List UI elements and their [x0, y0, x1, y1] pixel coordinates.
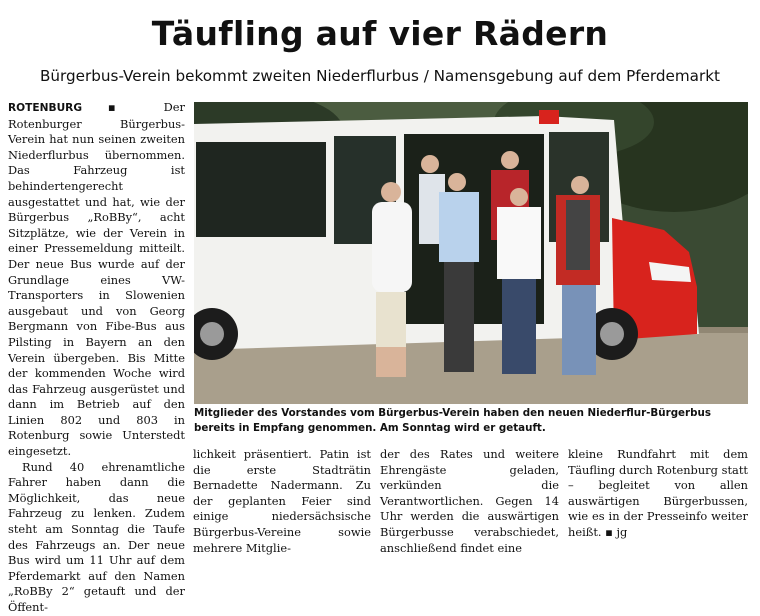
person-1	[372, 182, 412, 377]
article-column-2: lichkeit präsentiert. Patin ist die erste Stadträtin Bernadette Nadermann. Zu der geplanten Feier sind einige niedersächsische Bürgerbus-Vereine sowie mehrere Mitglie-	[193, 447, 371, 555]
person-5	[497, 188, 541, 374]
article-subheadline: Bürgerbus-Verein bekommt zweiten Niederflurbus / Namensgebung auf dem Pferdemarkt	[40, 67, 720, 85]
article-column-4: kleine Rundfahrt mit dem Täufling durch Rotenburg statt – begleitet von allen auswärtigen Bürgerbussen, wie es in der Presseinfo weiter heißt. ▪ jg	[568, 447, 748, 539]
photo-caption: Mitglieder des Vorstandes vom Bürgerbus-Verein haben den neuen Niederflur-Bürgerbus bereits in Empfang genommen. Am Sonntag wird er getauft.	[194, 407, 711, 434]
person-3	[439, 173, 479, 372]
person-6	[556, 176, 600, 375]
paragraph-1: ROTENBURG ▪ Der Rotenburger Bürgerbus-Verein hat nun seinen zweiten Niederflurbus übernommen. Das Fahrzeug ist behindertengerecht ausgestattet und hat, wie der Bürgerbus „RoBBy“, acht Sitzplätze, wie der Verein in einer Pressemeldung mitteilt. Der neue Bus wurde auf der Grundlage eines VW-Transporters in Slowenien ausgebaut und von Georg Bergmann von Fibe-Bus aus Pilsting in Bayern an den Verein übergeben. Bis Mitte der kommenden Woche wird das Fahrzeug ausgerüstet und dann im Betrieb auf den Linien 802 und 803 in Rotenburg sowie Unterstedt eingesetzt.	[8, 100, 185, 459]
article-photo	[194, 102, 748, 404]
paragraph-1-text: Der Rotenburger Bürgerbus-Verein hat nun seinen zweiten Niederflurbus übernommen. Das Fahrzeug ist behindertengerecht ausgestattet und hat, wie der Bürgerbus „RoBBy“, acht Sitzplätze, wie der Verein in einer Pressemeldung mitteilt. Der neue Bus wurde auf der Grundlage eines VW-Transporters in Slowenien ausgebaut und von Georg Bergmann von Fibe-Bus aus Pilsting in Bayern an den Verein übergeben. Bis Mitte der kommenden Woche wird das Fahrzeug ausgerüstet und dann im Betrieb auf den Linien 802 und 803 in Rotenburg sowie Unterstedt eingesetzt.	[8, 100, 185, 459]
article-column-3: der des Rates und weitere Ehrengäste geladen, verkünden die Verantwortlichen. Gegen 14 Uhr werden die auswärtigen Bürgerbusse verabschiedet, anschließend findet eine	[380, 447, 559, 555]
article-headline: Täufling auf vier Rädern	[151, 14, 609, 53]
paragraph-2: Rund 40 ehrenamtliche Fahrer haben dann die Möglichkeit, das neue Fahrzeug zu lenken. Zudem steht am Sonntag die Taufe des Fahrzeugs an. Der neue Bus wird um 11 Uhr auf dem Pferdemarkt auf den Namen „RoBBy 2“ getauft und der Öffent-	[8, 459, 185, 614]
dateline: ROTENBURG	[8, 102, 83, 114]
bus-photo-illustration	[194, 102, 748, 404]
article-column-1	[8, 100, 185, 616]
